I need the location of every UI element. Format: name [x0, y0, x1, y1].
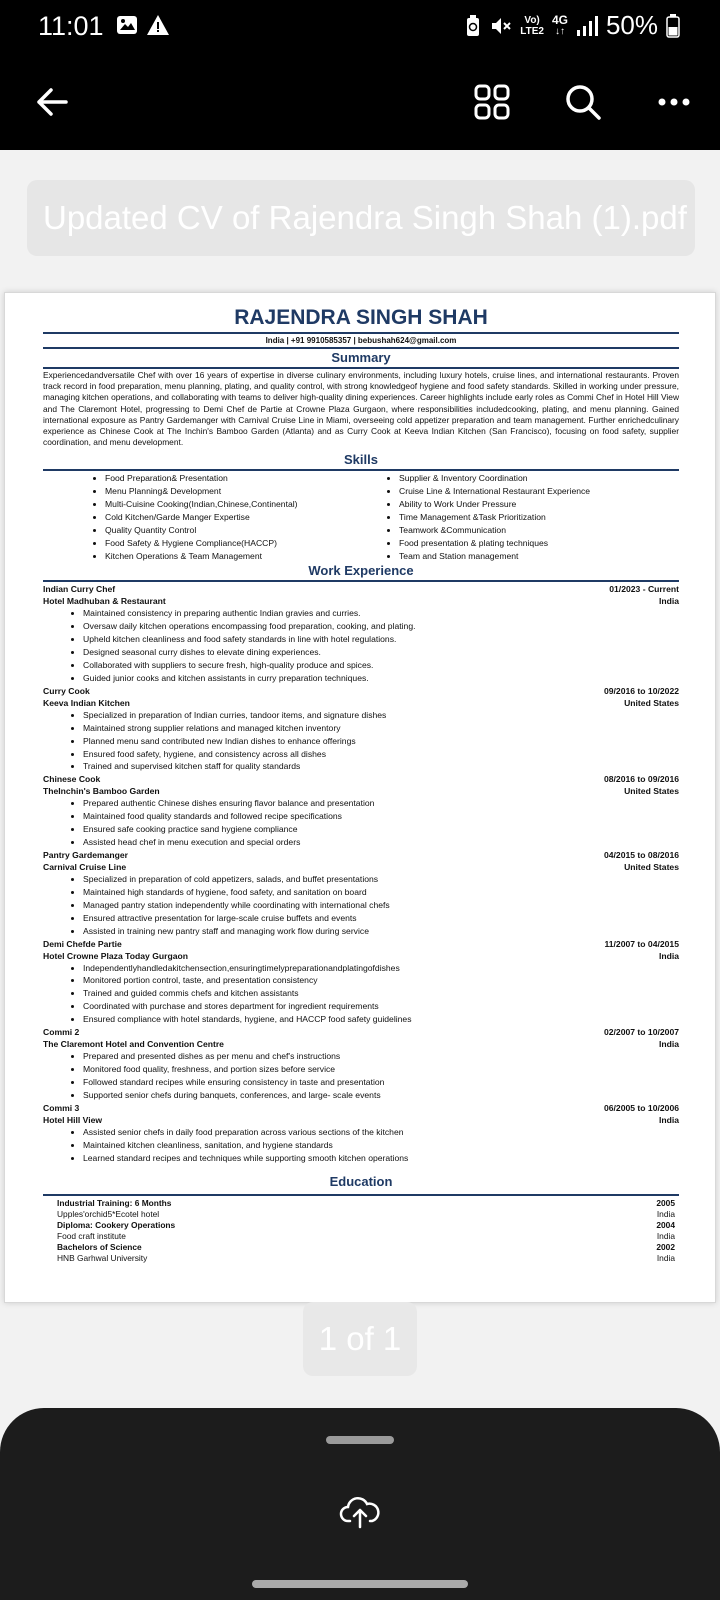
skill-item: • Supplier & Inventory Coordination [399, 472, 679, 485]
job-bullet: • Maintained high standards of hygiene, food safety, and sanitation on board [83, 886, 679, 899]
job-location: India [658, 950, 679, 961]
arrow-left-icon [35, 87, 69, 117]
job-bullets [43, 962, 679, 1027]
education-title: Education [329, 1174, 393, 1190]
job-employer: The Claremont Hotel and Convention Centre [43, 1039, 224, 1050]
summary-title: Summary [331, 350, 391, 365]
education-place: India [656, 1231, 675, 1242]
job-bullet: • Maintained kitchen cleanliness, sanitation, and hygiene standards [83, 1139, 679, 1152]
job-bullet: • Upheld kitchen cleanliness and food safety standards in line with hotel regulations. [83, 633, 679, 646]
network-bottom: LTE2 [520, 25, 544, 37]
job-role: Curry Cook [43, 685, 90, 696]
education-detail-row [43, 1231, 679, 1242]
status-right-group [464, 10, 680, 41]
education-institution: HNB Garhwal University [57, 1253, 148, 1264]
job-bullet: • Followed standard recipes while ensuring consistency in taste and presentation [83, 1076, 679, 1089]
job-location: India [658, 1039, 679, 1050]
job-role: Pantry Gardemanger [43, 850, 129, 861]
education-detail-row [43, 1253, 679, 1264]
divider [43, 469, 679, 471]
job-dates: 11/2007 to 04/2015 [604, 938, 679, 949]
job-entry [43, 849, 679, 938]
net-type-label: 4G [551, 12, 568, 27]
job-employer: Hotel Hill View [43, 1114, 103, 1125]
education-title: Industrial Training: 6 Months [57, 1198, 172, 1209]
job-header [43, 685, 679, 697]
job-bullets [43, 873, 679, 938]
job-bullet: • Ensured food safety, hygiene, and consistency across all dishes [83, 748, 679, 761]
grid-icon [474, 84, 510, 120]
skill-item: • Kitchen Operations & Team Management [105, 550, 385, 563]
page-grid-button[interactable] [462, 72, 522, 132]
job-role: Indian Curry Chef [43, 584, 116, 595]
job-employer: Carnival Cruise Line [43, 862, 127, 873]
job-subheader [43, 950, 679, 962]
job-bullet: • Trained and guided commis chefs and kitchen assistants [83, 987, 679, 1000]
divider [43, 1194, 679, 1196]
job-role: Demi Chefde Partie [43, 938, 122, 949]
job-dates: 04/2015 to 08/2016 [603, 850, 679, 861]
job-bullet: • Specialized in preparation of Indian curries, tandoor items, and signature dishes [83, 709, 679, 722]
cv-name: RAJENDRA SINGH SHAH [234, 306, 488, 329]
net-type [551, 12, 568, 37]
job-entry [43, 685, 679, 774]
job-location: India [658, 596, 679, 607]
job-bullets [43, 1126, 679, 1165]
skill-item: • Cruise Line & International Restaurant Experience [399, 485, 679, 498]
job-bullet: • Ensured attractive presentation for large-scale cruise buffets and events [83, 912, 679, 925]
divider [43, 367, 679, 369]
job-bullet: • Maintained food quality standards and followed recipe specifications [83, 810, 679, 823]
job-employer: Hotel Crowne Plaza Today Gurgaon [43, 950, 188, 961]
job-bullet: • Assisted senior chefs in daily food preparation across various sections of the kitchen [83, 1126, 679, 1139]
skill-item: • Time Management &Task Prioritization [399, 511, 679, 524]
status-bar [0, 0, 720, 54]
job-bullets [43, 797, 679, 849]
battery-saver-icon [464, 15, 482, 37]
skill-item: • Team and Station management [399, 550, 679, 563]
education-institution: Upples'orchid5*Ecotel hotel [57, 1209, 160, 1220]
job-employer: TheInchin's Bamboo Garden [43, 786, 160, 797]
job-bullet: • Managed pantry station independently while coordinating with international chefs [83, 899, 679, 912]
job-role: Commi 3 [43, 1102, 80, 1113]
job-subheader [43, 1114, 679, 1126]
job-header [43, 1102, 679, 1114]
education-row [43, 1220, 679, 1231]
status-notification-icons [116, 14, 170, 36]
job-bullet: • Learned standard recipes and techniques while supporting smooth kitchen operations [83, 1152, 679, 1165]
job-bullet: • Guided junior cooks and kitchen assistants in curry preparation techniques. [83, 672, 679, 685]
skill-item: • Food Preparation& Presentation [105, 472, 385, 485]
job-bullet: • Assisted in training new pantry staff and managing work flow during service [83, 925, 679, 938]
job-bullet: • Specialized in preparation of cold appetizers, salads, and buffet presentations [83, 873, 679, 886]
job-dates: 02/2007 to 10/2007 [603, 1027, 679, 1038]
job-bullet: • Oversaw daily kitchen operations encompassing food preparation, cooking, and plating. [83, 620, 679, 633]
mute-icon [490, 15, 512, 37]
job-location: India [658, 1114, 679, 1125]
work-experience-list [43, 583, 679, 1164]
skill-item: • Food presentation & plating techniques [399, 537, 679, 550]
education-list [43, 1198, 679, 1264]
job-entry [43, 1102, 679, 1165]
job-dates: 09/2016 to 10/2022 [603, 685, 679, 696]
job-bullet: • Monitored portion control, taste, and presentation consistency [83, 974, 679, 987]
work-title: Work Experience [308, 563, 414, 579]
job-dates: 06/2005 to 10/2006 [603, 1102, 679, 1113]
education-row [43, 1242, 679, 1253]
page-indicator: 1 of 1 [303, 1302, 417, 1376]
more-vertical-icon [657, 97, 691, 107]
job-entry [43, 1026, 679, 1102]
skills-title: Skills [344, 452, 378, 468]
status-time: 11:01 [38, 11, 104, 41]
upload-button[interactable] [336, 1488, 384, 1536]
job-subheader [43, 861, 679, 873]
job-subheader [43, 785, 679, 797]
divider [43, 347, 679, 349]
job-header [43, 938, 679, 950]
skills-left-column [91, 472, 385, 563]
skill-item: • Teamwork &Communication [399, 524, 679, 537]
education-title: Bachelors of Science [57, 1242, 142, 1253]
job-bullet: • Monitored food quality, freshness, and portion sizes before service [83, 1063, 679, 1076]
drag-handle[interactable] [326, 1436, 394, 1444]
more-options-button[interactable] [644, 72, 704, 132]
job-entry [43, 938, 679, 1027]
job-entry [43, 773, 679, 849]
divider [43, 332, 679, 334]
job-header [43, 1026, 679, 1038]
gallery-icon [116, 14, 138, 36]
job-bullet: • Collaborated with suppliers to secure fresh, high-quality produce and spices. [83, 659, 679, 672]
job-header [43, 773, 679, 785]
pdf-page[interactable] [4, 292, 716, 1303]
job-subheader [43, 595, 679, 607]
skill-item: • Quality Quantity Control [105, 524, 385, 537]
education-year: 2004 [656, 1220, 675, 1231]
job-subheader [43, 697, 679, 709]
education-detail-row [43, 1209, 679, 1220]
job-location: United States [624, 697, 679, 708]
job-bullet: • Ensured compliance with hotel standards, hygiene, and HACCP food safety guidelines [83, 1013, 679, 1026]
education-place: India [656, 1253, 675, 1264]
job-dates: 01/2023 - Current [609, 584, 679, 595]
education-row [43, 1198, 679, 1209]
search-icon [564, 83, 602, 121]
network-label [520, 15, 544, 37]
bottom-sheet[interactable] [0, 1408, 720, 1600]
back-button[interactable] [22, 72, 82, 132]
education-title: Diploma: Cookery Operations [57, 1220, 176, 1231]
job-bullet: • Coordinated with purchase and stores department for ingredient requirements [83, 1000, 679, 1013]
skill-item: • Cold Kitchen/Garde Manger Expertise [105, 511, 385, 524]
job-role: Commi 2 [43, 1027, 80, 1038]
app-toolbar [0, 54, 720, 150]
job-bullet: • Maintained consistency in preparing authentic Indian gravies and curries. [83, 607, 679, 620]
battery-percent: 50% [605, 10, 658, 40]
education-institution: Food craft institute [57, 1231, 126, 1242]
battery-icon [666, 14, 680, 38]
network-top: Vo) [524, 14, 540, 26]
skill-item: • Multi-Cuisine Cooking(Indian,Chinese,Continental) [105, 498, 385, 511]
job-bullet: • Ensured safe cooking practice sand hygiene compliance [83, 823, 679, 836]
search-button[interactable] [553, 72, 613, 132]
job-bullet: • Prepared and presented dishes as per menu and chef's instructions [83, 1050, 679, 1063]
gesture-nav-bar[interactable] [252, 1580, 468, 1588]
job-header [43, 583, 679, 595]
job-bullet: • Prepared authentic Chinese dishes ensuring flavor balance and presentation [83, 797, 679, 810]
job-role: Chinese Cook [43, 774, 101, 785]
education-year: 2005 [656, 1198, 675, 1209]
job-bullets [43, 607, 679, 684]
skills-list [43, 472, 679, 563]
job-bullet: • Trained and supervised kitchen staff for quality standards [83, 760, 679, 773]
job-dates: 08/2016 to 09/2016 [603, 774, 679, 785]
job-bullet: • Maintained strong supplier relations and managed kitchen inventory [83, 722, 679, 735]
job-bullet: • Designed seasonal curry dishes to elevate dining experiences. [83, 646, 679, 659]
education-year: 2002 [656, 1242, 675, 1253]
job-bullets [43, 709, 679, 774]
warning-icon [146, 14, 170, 36]
signal-icon [576, 15, 598, 37]
cloud-upload-icon [339, 1495, 381, 1529]
job-bullet: • Assisted head chef in menu execution and special orders [83, 836, 679, 849]
job-employer: Keeva Indian Kitchen [43, 697, 130, 708]
job-bullet: • Independentlyhandledakitchensection,ensuringtimelypreparationandplatingofdishes [83, 962, 679, 975]
job-location: United States [624, 786, 679, 797]
job-bullet: • Supported senior chefs during banquets, conferences, and large- scale events [83, 1089, 679, 1102]
skill-item: • Menu Planning& Development [105, 485, 385, 498]
education-place: India [656, 1209, 675, 1220]
skills-right-column [385, 472, 679, 563]
cv-document [43, 305, 679, 1264]
summary-text: Experiencedandversatile Chef with over 16 years of expertise in diverse culinary environments, including luxury hotels, cruise lines, and international restaurants. Proven track record in food preparation, menu planning, plating, and quality control, with strong knowledgeof hygiene and food safety standards. Skilled in working under pressure, managing kitchen operations, and collaborating with teams to deliver high-quality dining experiences. Career highlights include early roles as Commi Chef in Hotel Hill View and The Claremont Hotel, progressing to Demi Chef de Partie at Crowne Plaza Gurgaon, where responsibilities includedcooking, plating, and menu planning. Gained international exposure as Pantry Gardemanger with Carnival Cruise Line in Miami, overseeing cold appetizer preparation and team management. Further enrichedculinary experience as Chinese Cook at The Inchin's Bamboo Garden (Atlanta) and as Curry Cook at Keeva Indian Kitchen (San Francisco), focusing on food safety, supplier coordination, and menu development. [43, 370, 679, 448]
skill-item: • Food Safety & Hygiene Compliance(HACCP) [105, 537, 385, 550]
skill-item: • Ability to Work Under Pressure [399, 498, 679, 511]
cv-contact: India | +91 9910585357 | bebushah624@gmail.com [265, 336, 457, 345]
job-location: United States [624, 862, 679, 873]
data-arrows-icon: ↓↑ [554, 25, 565, 37]
job-bullets [43, 1050, 679, 1102]
divider [43, 580, 679, 582]
job-bullet: • Planned menu sand contributed new Indian dishes to enhance offerings [83, 735, 679, 748]
job-subheader [43, 1038, 679, 1050]
job-header [43, 849, 679, 861]
file-name-banner: Updated CV of Rajendra Singh Shah (1).pdf [27, 180, 695, 256]
job-employer: Hotel Madhuban & Restaurant [43, 596, 166, 607]
job-entry [43, 583, 679, 684]
